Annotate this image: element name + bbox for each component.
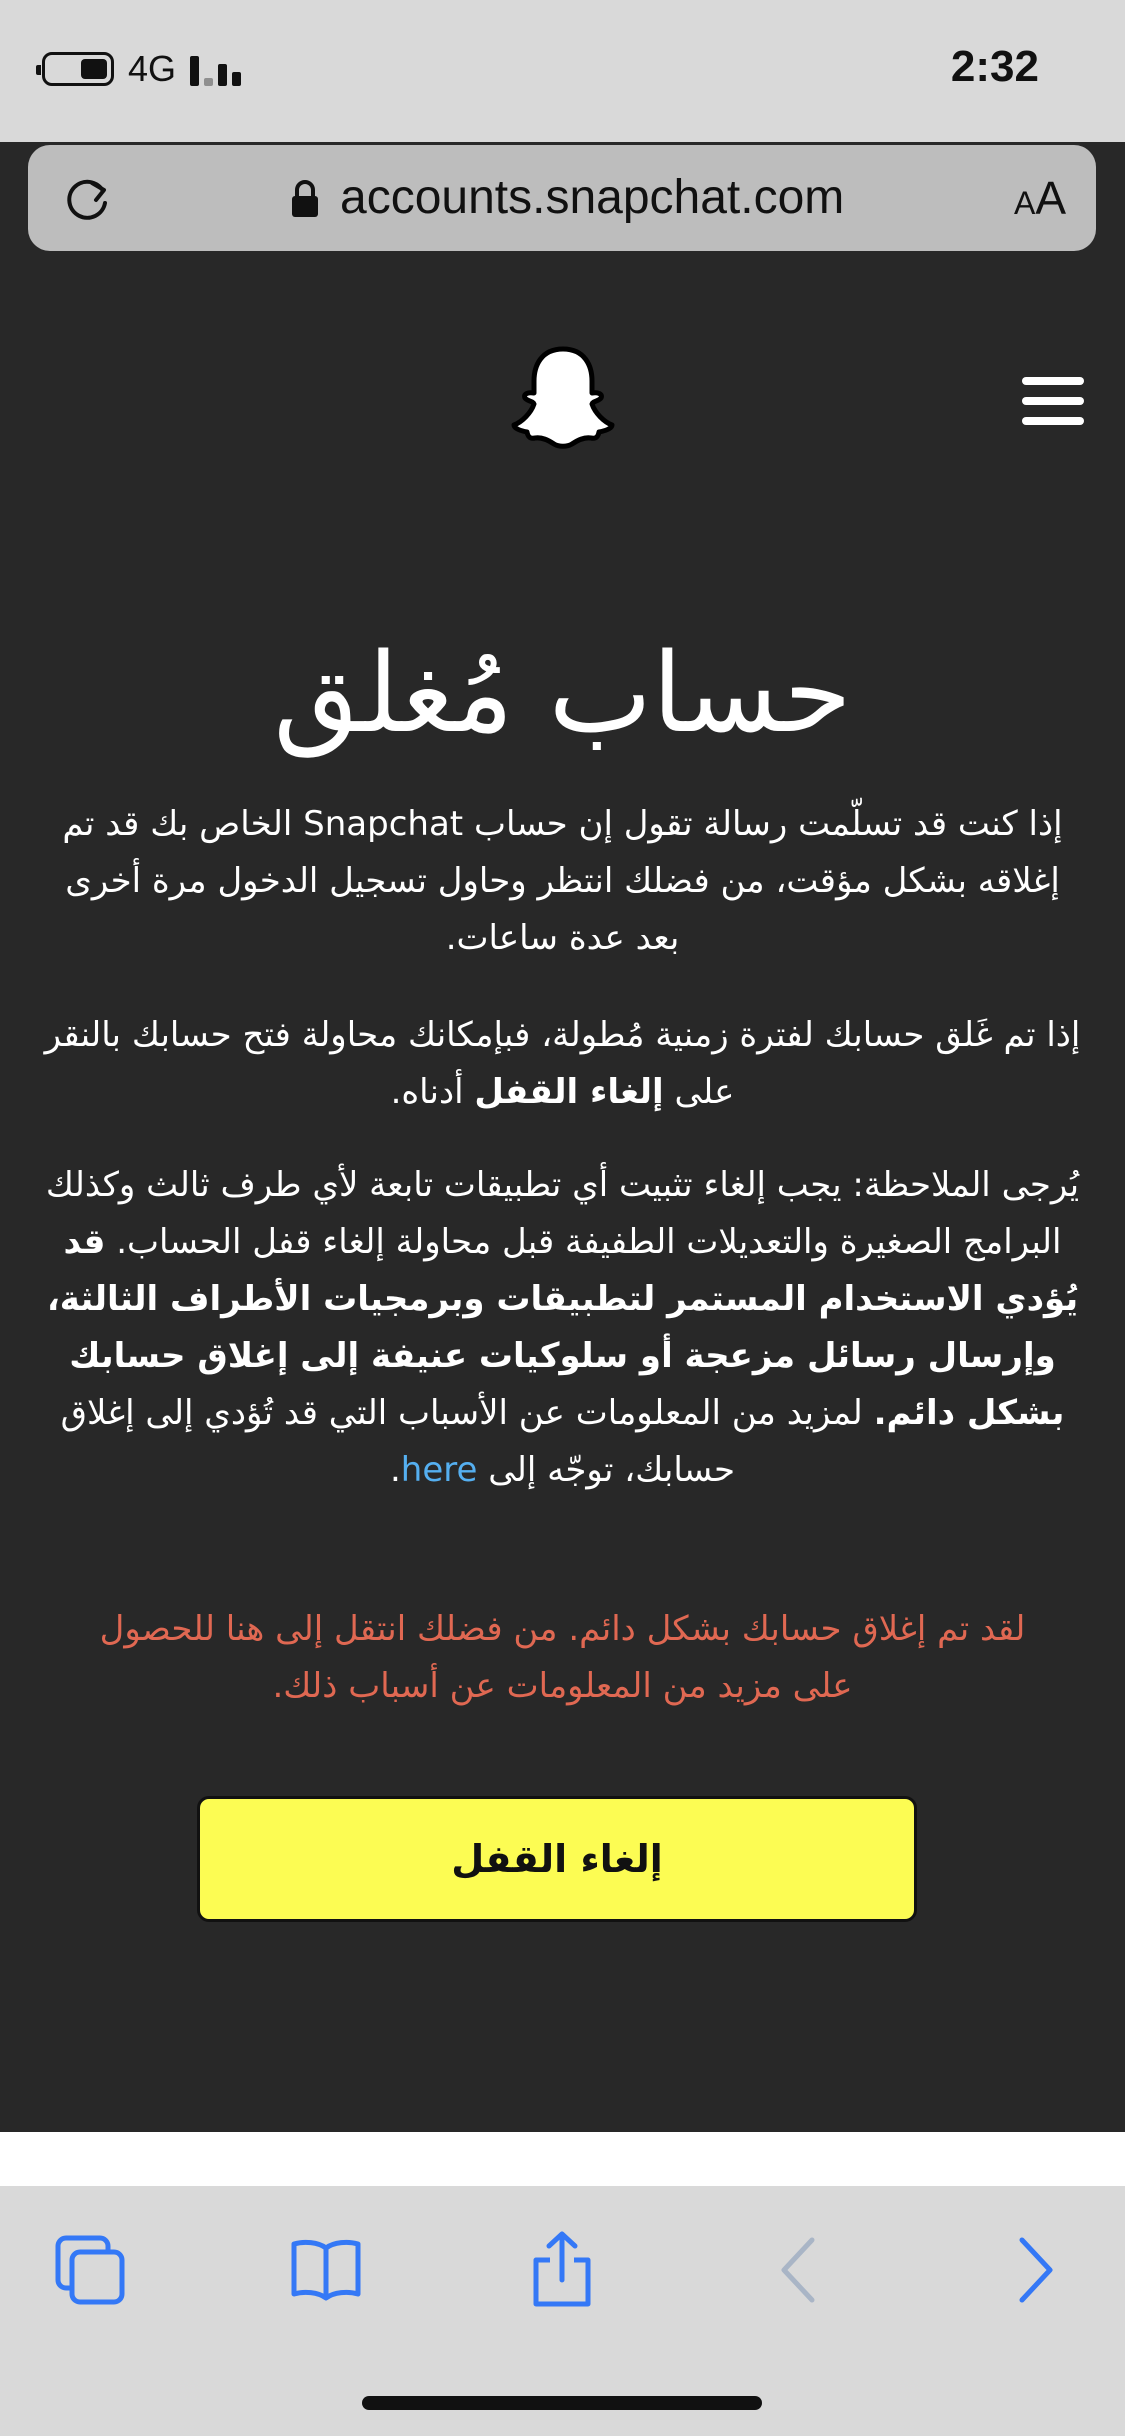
paragraph3-bold: قد يُؤدي الاستخدام المستمر لتطبيقات وبرمجيات الأطراف الثالثة، وإرسال رسائل مزعجة أو سلوكيات عنيفة إلى إغلاق حسابك بشكل دائم.: [46, 1222, 1079, 1433]
bookmarks-icon[interactable]: [286, 2230, 366, 2310]
lock-icon: [290, 180, 320, 218]
unlock-button[interactable]: إلغاء القفل: [197, 1796, 917, 1922]
text-size-small: A: [1013, 185, 1036, 221]
page-title: حساب مُغلق: [273, 629, 852, 757]
home-indicator[interactable]: [362, 2396, 762, 2410]
text-size-large: A: [1035, 172, 1066, 224]
share-icon[interactable]: [522, 2230, 602, 2310]
back-arrow-icon[interactable]: [760, 2230, 840, 2310]
page-footer-strip: [0, 2132, 1125, 2186]
paragraph3-end: لمزيد من المعلومات عن الأسباب التي قد تُؤدي إلى إغلاق حسابك، توجّه إلى: [60, 1393, 874, 1490]
network-type: 4G: [128, 48, 177, 89]
paragraph-extended-lock: [44, 1007, 1081, 1121]
paragraph3-tail: .: [389, 1450, 401, 1490]
forward-arrow-icon[interactable]: [994, 2230, 1074, 2310]
url-text[interactable]: accounts.snapchat.com: [340, 171, 845, 224]
reload-icon[interactable]: [58, 169, 116, 227]
signal-bars-icon: [190, 52, 246, 86]
paragraph-note: [44, 1157, 1081, 1499]
paragraph-temporary-lock: إذا كنت قد تسلّمت رسالة تقول إن حساب Snapchat الخاص بك قد تم إغلاقه بشكل مؤقت، من فضلك انتظر وحاول تسجيل الدخول مرة أخرى بعد عدة ساعات.: [62, 804, 1063, 958]
permanent-lock-warning[interactable]: لقد تم إغلاق حسابك بشكل دائم. من فضلك انتقل إلى هنا للحصول على مزيد من المعلومات عن أسباب ذلك.: [99, 1609, 1026, 1706]
battery-icon: [42, 52, 114, 86]
clock: 2:32: [950, 42, 1039, 91]
web-page: [0, 281, 1125, 2132]
here-link[interactable]: here: [400, 1450, 478, 1490]
snapchat-ghost-icon[interactable]: [509, 343, 617, 451]
tabs-icon[interactable]: [50, 2230, 130, 2310]
text-size-button[interactable]: [1014, 171, 1066, 225]
paragraph2-bold: إلغاء القفل: [474, 1072, 664, 1112]
paragraph2-end: أدناه.: [390, 1072, 475, 1112]
hamburger-menu-icon[interactable]: [1022, 377, 1084, 425]
status-bar: [0, 0, 1125, 142]
paragraph2-start: إذا تم غَلق حسابك لفترة زمنية مُطولة، فبإمكانك محاولة فتح حسابك بالنقر على: [44, 1015, 1081, 1112]
address-bar[interactable]: [28, 145, 1096, 251]
paragraph3-start: يُرجى الملاحظة: يجب إلغاء تثبيت أي تطبيقات تابعة لأي طرف ثالث وكذلك البرامج الصغيرة والتعديلات الطفيفة قبل محاولة إلغاء قفل الحساب.: [45, 1165, 1080, 1262]
